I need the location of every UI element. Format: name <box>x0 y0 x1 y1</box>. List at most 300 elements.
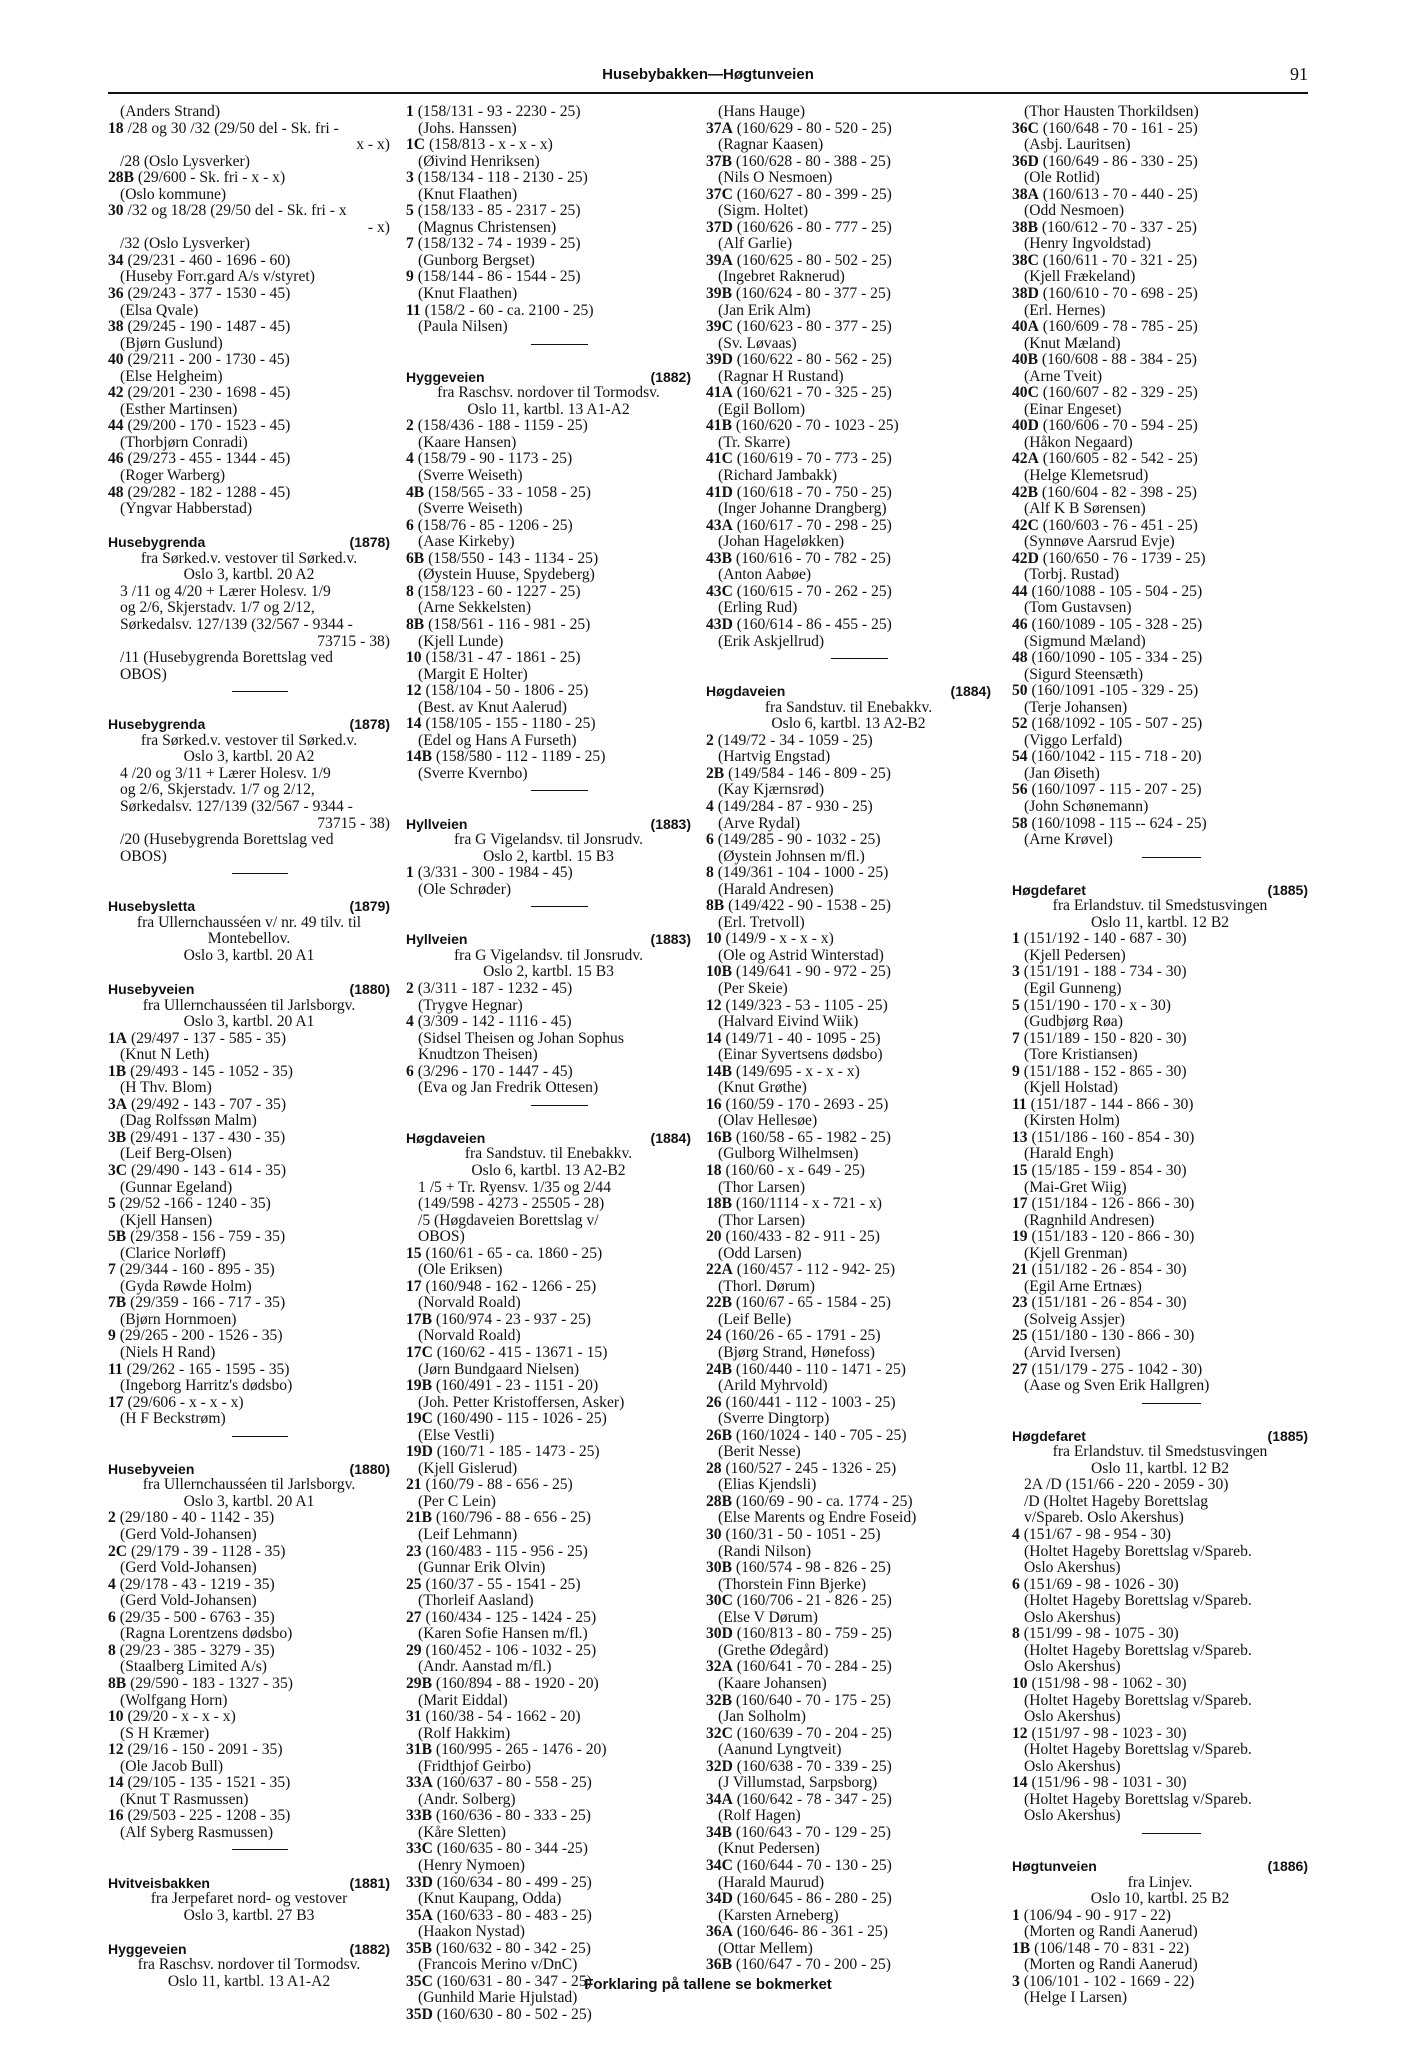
house-number: 19 <box>1012 1228 1028 1246</box>
property-details: (160/614 - 86 - 455 - 25) <box>732 615 892 633</box>
property-entry <box>1012 1726 1308 1743</box>
entry-line: (Knut Flaathen) <box>418 285 518 303</box>
house-number: 8 <box>406 582 414 600</box>
entry-line: (Jørn Bundgaard Nielsen) <box>418 1360 580 1378</box>
property-details: (3/331 - 300 - 1984 - 45) <box>413 864 573 882</box>
entry-line: (Paula Nilsen) <box>418 318 508 336</box>
house-number: 36C <box>1012 119 1039 137</box>
house-number: 19B <box>406 1377 432 1395</box>
house-number: 6 <box>406 516 414 534</box>
property-details: (160/37 - 55 - 1541 - 25) <box>421 1575 581 1593</box>
street-name: Hvitveisbakken <box>108 1874 210 1891</box>
property-entry <box>706 1693 991 1710</box>
property-entry <box>108 170 390 187</box>
property-details: (149/323 - 53 - 1105 - 25) <box>721 996 888 1014</box>
entry-line: (Wolfgang Horn) <box>120 1691 228 1709</box>
house-number: 25 <box>1012 1327 1028 1345</box>
entry-line: (Bjørn Hornmoen) <box>120 1310 237 1328</box>
house-number: 8B <box>706 897 725 915</box>
property-details: (29/492 - 143 - 707 - 35) <box>127 1095 287 1113</box>
house-number: 12 <box>1012 1724 1028 1742</box>
entry-line: (Holtet Hageby Borettslag v/Spareb. <box>1024 1790 1252 1808</box>
property-entry <box>406 1775 691 1792</box>
property-entry <box>108 1643 390 1660</box>
property-details: (158/105 - 155 - 1180 - 25) <box>421 715 596 733</box>
property-entry <box>1012 352 1308 369</box>
property-entry <box>406 2007 691 2024</box>
house-number: 17 <box>108 1393 124 1411</box>
house-number: 14 <box>406 715 422 733</box>
street-description: fra Sandstuv. til Enebakkv. <box>464 1145 633 1163</box>
property-details: (160/605 - 82 - 542 - 25) <box>1038 450 1198 468</box>
property-details: (3/296 - 170 - 1447 - 45) <box>413 1062 573 1080</box>
house-number: 10 <box>108 1708 124 1726</box>
house-number: 21 <box>1012 1261 1028 1279</box>
property-entry <box>706 766 991 783</box>
entry-line: (Sigmund Mæland) <box>1024 632 1146 650</box>
house-number: 35B <box>406 1939 432 1957</box>
house-number: 3C <box>108 1162 128 1179</box>
property-details: (158/580 - 112 - 1189 - 25) <box>432 748 606 766</box>
house-number: 42D <box>1012 549 1039 567</box>
street-description: fra Ullernchausséen v/ nr. 49 tilv. til <box>136 913 362 931</box>
entry-line: (Knut Flaathen) <box>418 185 518 203</box>
property-details: (29/358 - 156 - 759 - 35) <box>126 1228 286 1246</box>
street-name: Høgdefaret <box>1012 1427 1086 1444</box>
house-number: 11 <box>406 301 421 319</box>
entry-line: (Gudbjørg Røa) <box>1024 1013 1123 1031</box>
property-details: (160/638 - 70 - 339 - 25) <box>732 1757 892 1775</box>
property-entry <box>706 385 991 402</box>
property-details: (160/61 - 65 - ca. 1860 - 25) <box>421 1244 603 1262</box>
entry-line: (H Thv. Blom) <box>120 1079 212 1097</box>
entry-line: (Tore Kristiansen) <box>1024 1046 1138 1064</box>
house-number: 31 <box>406 1708 422 1726</box>
house-number: 38 <box>108 318 124 336</box>
entry-line: (Kjell Frækeland) <box>1024 268 1136 286</box>
house-number: 1 <box>406 104 414 120</box>
property-details: (160/617 - 70 - 298 - 25) <box>732 516 892 534</box>
property-entry <box>1012 418 1308 435</box>
separator-rule <box>406 782 691 799</box>
property-details: (160/628 - 80 - 388 - 25) <box>732 152 891 170</box>
house-number: 4 <box>706 797 714 815</box>
entry-line: (Ottar Mellem) <box>718 1939 813 1957</box>
property-details: (160/609 - 78 - 785 - 25) <box>1038 318 1198 336</box>
entry-line: (Else Vestli) <box>418 1426 495 1444</box>
property-details: (106/148 - 70 - 831 - 22) <box>1030 1939 1190 1957</box>
entry-line: (Alf Syberg Rasmussen) <box>120 1823 274 1841</box>
entry-line: (Jan Erik Alm) <box>718 301 811 319</box>
property-details: (160/611 - 70 - 321 - 25) <box>1038 251 1198 269</box>
property-details: (29/606 - x - x - x) <box>123 1393 244 1411</box>
property-entry <box>108 1163 390 1180</box>
property-entry <box>108 319 390 336</box>
property-entry <box>706 1957 991 1974</box>
entry-line: (Kjell Gislerud) <box>418 1459 518 1477</box>
spacer <box>1012 865 1308 882</box>
entry-line: (Asbj. Lauritsen) <box>1024 136 1131 154</box>
entry-line: (Ole Eriksen) <box>418 1261 503 1279</box>
property-details: (29/105 - 135 - 1521 - 35) <box>123 1774 291 1792</box>
street-name: Hyllveien <box>406 815 468 832</box>
separator-rule <box>1012 1395 1308 1412</box>
street-name: Hyllveien <box>406 931 468 948</box>
entry-line: (Johan Hageløkken) <box>718 533 845 551</box>
property-entry <box>406 1014 691 1031</box>
entry-line: (Sigm. Holtet) <box>718 202 809 220</box>
property-details: (160/639 - 70 - 204 - 25) <box>732 1724 892 1742</box>
property-details: (29/179 - 39 - 1128 - 35) <box>127 1542 286 1560</box>
property-entry <box>406 518 691 535</box>
house-number: 38D <box>1012 285 1039 303</box>
entry-line: (Gunnar Erik Olvin) <box>418 1559 546 1577</box>
property-details: (160/894 - 88 - 1920 - 20) <box>432 1674 599 1692</box>
separator-rule <box>706 650 991 667</box>
property-details: (106/101 - 102 - 1669 - 22) <box>1019 1972 1195 1990</box>
property-details: (29/344 - 160 - 895 - 35) <box>115 1261 275 1279</box>
entry-line: (Sidsel Theisen og Johan Sophus <box>418 1029 624 1047</box>
entry-line: (Gunnar Egeland) <box>120 1178 233 1196</box>
property-entry <box>406 617 691 634</box>
house-number: 17C <box>406 1344 433 1362</box>
entry-line: (Odd Larsen) <box>718 1244 802 1262</box>
entry-line: (Harald Engh) <box>1024 1145 1114 1163</box>
house-number: 32A <box>706 1658 733 1676</box>
house-number: 58 <box>1012 814 1028 832</box>
property-entry <box>406 170 691 187</box>
entry-line: (Best. av Knut Aalerud) <box>418 698 567 716</box>
house-number: 36 <box>108 285 124 303</box>
entry-line: (Anders Strand) <box>120 104 221 120</box>
property-entry <box>1012 1097 1308 1114</box>
entry-line: (Magnus Christensen) <box>418 218 557 236</box>
property-details: (158/565 - 33 - 1058 - 25) <box>424 483 591 501</box>
spacer <box>1012 1411 1308 1428</box>
property-entry <box>706 1130 991 1147</box>
property-details: (160/632 - 80 - 342 - 25) <box>432 1939 591 1957</box>
property-details: (160/640 - 70 - 175 - 25) <box>732 1691 891 1709</box>
entry-line: (Erling Rud) <box>718 599 798 617</box>
property-details: (151/99 - 98 - 1075 - 30) <box>1019 1625 1179 1643</box>
house-number: 2B <box>706 764 725 782</box>
entry-line: (Yngvar Habberstad) <box>120 500 253 518</box>
property-details: (158/2 - 60 - ca. 2100 - 25) <box>420 301 594 319</box>
directory-column-1 <box>108 104 390 1990</box>
entry-line: (Halvard Eivind Wiik) <box>718 1013 859 1031</box>
entry-line: (Ragnhild Andresen) <box>1024 1211 1155 1229</box>
street-number: (1883) <box>650 931 691 948</box>
property-entry <box>406 451 691 468</box>
house-number: 26B <box>706 1426 732 1444</box>
property-details: (160/79 - 88 - 656 - 25) <box>421 1476 573 1494</box>
street-description: Oslo 3, kartbl. 20 A1 <box>183 1013 315 1031</box>
property-details: (160/1090 - 105 - 334 - 25) <box>1027 649 1203 667</box>
house-number: 30D <box>706 1625 733 1643</box>
house-number: 1 <box>1012 1906 1020 1924</box>
house-number: 4 <box>1012 1526 1020 1544</box>
property-entry <box>706 617 991 634</box>
entry-line: (Hartvig Engstad) <box>718 748 831 766</box>
entry-line: (Sv. Løvaas) <box>718 334 797 352</box>
entry-line: (Rolf Hagen) <box>718 1807 801 1825</box>
street-name: Høgtunveien <box>1012 1857 1097 1874</box>
street-heading <box>406 931 691 948</box>
property-entry <box>108 1808 390 1825</box>
property-details: (29/490 - 143 - 614 - 35) <box>127 1162 287 1179</box>
property-entry <box>406 485 691 502</box>
entry-line: (Fridthjof Geirbo) <box>418 1757 532 1775</box>
entry-line: (Sverre Weiseth) <box>418 467 523 485</box>
entry-line: (Henry Ingvoldstad) <box>1024 235 1151 253</box>
street-description: Oslo 11, kartbl. 13 A1-A2 <box>167 1972 331 1990</box>
entry-line: (Per C Lein) <box>418 1492 496 1510</box>
property-entry <box>108 1610 390 1627</box>
property-entry <box>706 1262 991 1279</box>
house-number: 21 <box>406 1476 422 1494</box>
property-entry <box>1012 1229 1308 1246</box>
property-entry <box>406 1510 691 1527</box>
directory-column-2 <box>406 104 691 2023</box>
property-entry <box>406 104 691 121</box>
property-details: (29/245 - 190 - 1487 - 45) <box>123 318 291 336</box>
street-number: (1884) <box>950 683 991 700</box>
entry-line: (Rolf Hakkim) <box>418 1724 511 1742</box>
entry-line: /5 (Høgdaveien Borettslag v/ <box>418 1211 599 1229</box>
property-details: (160/646- 86 - 361 - 25) <box>732 1923 888 1941</box>
property-entry <box>1012 1362 1308 1379</box>
property-details: (151/69 - 98 - 1026 - 30) <box>1019 1575 1179 1593</box>
property-details: (160/813 - 80 - 759 - 25) <box>732 1625 892 1643</box>
property-details: (29/178 - 43 - 1219 - 35) <box>115 1575 275 1593</box>
street-number: (1881) <box>349 1874 390 1891</box>
house-number: 40B <box>1012 351 1038 369</box>
street-heading <box>406 369 691 386</box>
property-entry <box>406 551 691 568</box>
property-entry <box>706 451 991 468</box>
property-entry <box>108 286 390 303</box>
entry-line: Oslo Akershus) <box>1024 1608 1121 1626</box>
property-entry <box>706 418 991 435</box>
property-details: (160/647 - 70 - 200 - 25) <box>732 1956 891 1974</box>
house-number: 6 <box>108 1608 116 1626</box>
property-entry <box>406 716 691 733</box>
entry-line: (Gerd Vold-Johansen) <box>120 1559 257 1577</box>
entry-line: (Solveig Assjer) <box>1024 1310 1125 1328</box>
entry-line: (Viggo Lerfald) <box>1024 731 1123 749</box>
street-name: Høgdefaret <box>1012 881 1086 898</box>
entry-line: (Helge Klemetsrud) <box>1024 467 1149 485</box>
property-details: (160/645 - 86 - 280 - 25) <box>732 1890 892 1908</box>
property-entry <box>108 253 390 270</box>
property-details: (160/619 - 70 - 773 - 25) <box>732 450 892 468</box>
property-entry <box>1012 1941 1308 1958</box>
house-number: 56 <box>1012 781 1028 799</box>
property-entry <box>406 1279 691 1296</box>
property-details: (158/813 - x - x - x) <box>425 136 553 154</box>
house-number: 14B <box>406 748 432 766</box>
entry-line: (Ole Schrøder) <box>418 880 512 898</box>
property-details: (29/52 -166 - 1240 - 35) <box>115 1195 271 1213</box>
street-description: Oslo 11, kartbl. 13 A1-A2 <box>467 400 630 418</box>
house-number: 30 <box>706 1526 722 1544</box>
house-number: 16 <box>108 1807 124 1825</box>
property-entry <box>706 1196 991 1213</box>
property-entry <box>1012 716 1308 733</box>
entry-line: (Knut Grøthe) <box>718 1079 807 1097</box>
street-name: Husebyveien <box>108 980 195 997</box>
property-details: (160/641 - 70 - 284 - 25) <box>732 1658 892 1676</box>
street-heading <box>1012 1858 1308 1875</box>
entry-line: (Jan Solholm) <box>718 1708 806 1726</box>
directory-column-3 <box>706 104 991 1974</box>
house-number: 12 <box>108 1741 124 1759</box>
entry-line: (Terje Johansen) <box>1024 698 1128 716</box>
property-entry <box>1012 485 1308 502</box>
house-number: 17 <box>406 1277 422 1295</box>
property-entry <box>108 1742 390 1759</box>
property-entry <box>1012 385 1308 402</box>
entry-line: (Leif Lehmann) <box>418 1526 518 1544</box>
property-details: (151/98 - 98 - 1062 - 30) <box>1027 1674 1187 1692</box>
property-entry <box>406 981 691 998</box>
entry-line: (Joh. Petter Kristoffersen, Asker) <box>418 1393 625 1411</box>
property-details: (149/72 - 34 - 1059 - 25) <box>713 731 873 749</box>
property-details: (158/550 - 143 - 1134 - 25) <box>424 549 599 567</box>
property-details: (160/62 - 415 - 13671 - 15) <box>432 1344 608 1362</box>
property-entry <box>1012 1295 1308 1312</box>
property-entry <box>706 1759 991 1776</box>
house-number: 32C <box>706 1724 733 1742</box>
entry-line: (Johs. Hanssen) <box>418 119 517 137</box>
entry-line: (Clarice Norløff) <box>120 1244 226 1262</box>
property-entry <box>1012 650 1308 667</box>
property-entry <box>1012 319 1308 336</box>
property-entry <box>406 1742 691 1759</box>
property-details: (160/637 - 80 - 558 - 25) <box>432 1774 592 1792</box>
house-number: 37D <box>706 218 733 236</box>
property-entry <box>406 1577 691 1594</box>
property-entry <box>406 1064 691 1081</box>
property-details: (158/144 - 86 - 1544 - 25) <box>413 268 581 286</box>
spacer <box>108 964 390 981</box>
property-entry <box>406 418 691 435</box>
property-details: (151/190 - 170 - x - 30) <box>1019 996 1171 1014</box>
house-number: 14 <box>108 1774 124 1792</box>
property-details: (151/183 - 120 - 866 - 30) <box>1027 1228 1195 1246</box>
property-details: (29/273 - 455 - 1344 - 45) <box>123 450 291 468</box>
house-number: 6 <box>706 831 714 849</box>
street-description: fra Linjev. <box>1127 1873 1193 1891</box>
separator-rule <box>108 865 390 882</box>
spacer <box>108 1924 390 1941</box>
property-details: (160/622 - 80 - 562 - 25) <box>732 351 892 369</box>
entry-line: (Øystein Johnsen m/fl.) <box>718 847 865 865</box>
property-details: (158/134 - 118 - 2130 - 25) <box>413 169 588 187</box>
house-number: 2C <box>108 1542 128 1560</box>
property-details: (149/695 - x - x - x) <box>732 1062 860 1080</box>
street-description: Oslo 6, kartbl. 13 A2-B2 <box>771 715 926 733</box>
entry-line: (Harald Maurud) <box>718 1873 825 1891</box>
entry-line: (Huseby Forr.gard A/s v/styret) <box>120 268 315 286</box>
house-number: 25 <box>406 1575 422 1593</box>
property-details: (29/211 - 200 - 1730 - 45) <box>123 351 290 369</box>
street-name: Husebygrenda <box>108 534 206 551</box>
street-number: (1882) <box>650 368 691 385</box>
entry-line: (Arne Sekkelsten) <box>418 599 532 617</box>
entry-line: (Kirsten Holm) <box>1024 1112 1120 1130</box>
property-entry <box>706 1097 991 1114</box>
property-entry <box>1012 220 1308 237</box>
property-entry <box>706 518 991 535</box>
property-entry <box>406 1477 691 1494</box>
property-details: (160/995 - 265 - 1476 - 20) <box>432 1741 607 1759</box>
street-heading <box>1012 1428 1308 1445</box>
property-details: (160/603 - 76 - 451 - 25) <box>1038 516 1198 534</box>
house-number: 12 <box>706 996 722 1014</box>
house-number: 27 <box>1012 1360 1028 1378</box>
street-description: fra Raschsv. nordover til Tormodsv. <box>437 384 660 402</box>
house-number: 29 <box>406 1641 422 1659</box>
entry-line: (Gyda Røwde Holm) <box>120 1277 252 1295</box>
house-number: 8 <box>1012 1625 1020 1643</box>
entry-line: (S H Kræmer) <box>120 1724 210 1742</box>
entry-line: (Tr. Skarre) <box>718 433 791 451</box>
property-details: (160/642 - 78 - 347 - 25) <box>732 1790 892 1808</box>
property-entry <box>1012 286 1308 303</box>
property-details: (160/613 - 70 - 440 - 25) <box>1038 185 1198 203</box>
property-entry <box>108 485 390 502</box>
house-number: 7B <box>108 1294 127 1312</box>
property-entry <box>1012 253 1308 270</box>
street-heading <box>108 1875 390 1892</box>
property-entry <box>706 485 991 502</box>
entry-line: (Else Marents og Endre Foseid) <box>718 1509 917 1527</box>
property-details: (160/620 - 70 - 1023 - 25) <box>732 417 899 435</box>
property-entry <box>706 865 991 882</box>
property-details: (160/796 - 88 - 656 - 25) <box>432 1509 591 1527</box>
entry-line: og 2/6, Skjerstadv. 1/7 og 2/12, <box>120 599 315 617</box>
house-number: 18 <box>108 119 124 137</box>
house-number: 23 <box>1012 1294 1028 1312</box>
property-entry <box>406 1411 691 1428</box>
property-entry <box>108 1775 390 1792</box>
house-number: 34D <box>706 1890 733 1908</box>
house-number: 5 <box>1012 996 1020 1014</box>
property-details: (160/974 - 23 - 937 - 25) <box>432 1310 591 1328</box>
house-number: 41C <box>706 450 733 468</box>
street-name: Husebyveien <box>108 1460 195 1477</box>
house-number: 48 <box>1012 649 1028 667</box>
house-number: 9 <box>406 268 414 286</box>
property-entry <box>706 1494 991 1511</box>
house-number: 27 <box>406 1608 422 1626</box>
entry-line: (Berit Nesse) <box>718 1443 801 1461</box>
house-number: 50 <box>1012 682 1028 700</box>
entry-line: /32 (Oslo Lysverker) <box>120 235 250 253</box>
property-entry <box>1012 1527 1308 1544</box>
property-entry <box>706 1428 991 1445</box>
property-details: (158/132 - 74 - 1939 - 25) <box>413 235 581 253</box>
property-details: (158/79 - 90 - 1173 - 25) <box>413 450 573 468</box>
house-number: 32B <box>706 1691 732 1709</box>
property-details: (151/187 - 144 - 866 - 30) <box>1026 1095 1194 1113</box>
property-details: (160/621 - 70 - 325 - 25) <box>732 384 892 402</box>
house-number: 4B <box>406 483 425 501</box>
house-number: 37C <box>706 185 733 203</box>
house-number: 31B <box>406 1741 432 1759</box>
property-details: (160/635 - 80 - 344 -25) <box>432 1840 588 1858</box>
